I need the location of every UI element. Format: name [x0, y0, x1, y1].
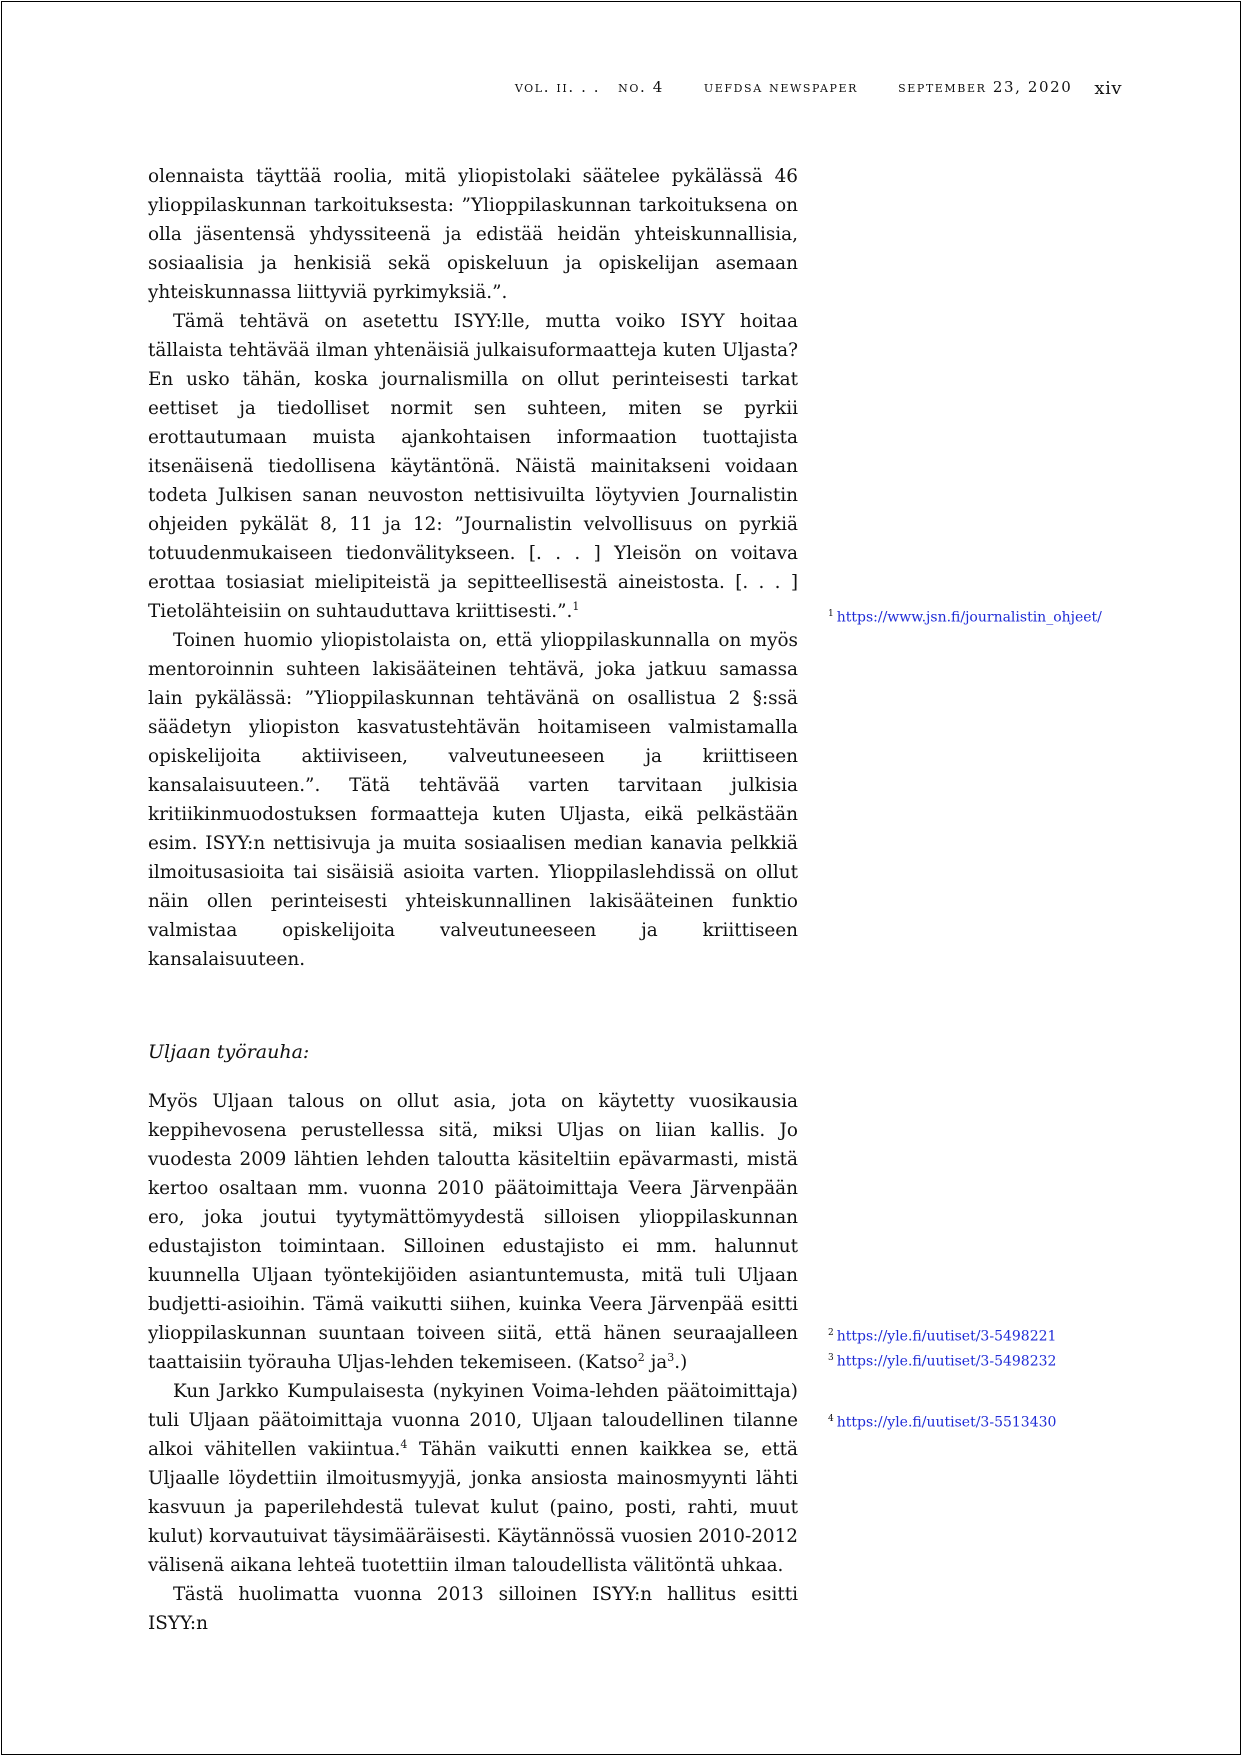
- margin-note: [828, 1410, 1056, 1432]
- paragraph-text: Tästä huolimatta vuonna 2013 silloinen ISYY:n hallitus esitti ISYY:n: [148, 1584, 798, 1634]
- margin-note-mark: 4: [828, 1414, 834, 1424]
- paragraph-text: Myös Uljaan talous on ollut asia, jota on käytetty vuosikausia keppihevosena perustellessa sitä, miksi Uljas on liian kallis. Jo vuodesta 2009 lähtien lehden taloutta käsiteltiin epävarmasti, mistä kertoo osaltaan mm. vuonna 2010 päätoimittaja Veera Järvenpään ero, joka joutui tyytymättömyydestä silloisen ylioppilaskunnan edustajiston toimintaan. Silloinen edustajisto ei mm. halunnut kuunnella Uljaan työntekijöiden asiantuntemusta, mitä tuli Uljaan budjetti-asioihin. Tämä vaikutti siihen, kuinka Veera Järvenpää esitti ylioppilaskunnan suuntaan toiveen siitä, että hänen seuraajalleen taattaisiin työrauha Uljas-lehden tekemiseen. (Katso: [148, 1091, 798, 1373]
- running-header: [515, 78, 1122, 99]
- paragraph-text: Tämä tehtävä on asetettu ISYY:lle, mutta voiko ISYY hoitaa tällaista tehtävää ilman yhtenäisiä julkaisuformaatteja kuten Uljasta? En usko tähän, koska journalismilla on ollut perinteisesti tarkat eettiset ja tiedolliset normit sen suhteen, miten se pyrkii erottautumaan muista ajankohtaisen informaation tuottajista itsenäisenä tiedollisena käytäntönä. Näistä mainitakseni voidaan todeta Julkisen sanan neuvoston nettisivuilta löytyvien Journalistin ohjeiden pykälät 8, 11 ja 12: ”Journalistin velvollisuus on pyrkiä totuudenmukaiseen tiedonvälitykseen. [. . . ] Yleisön on voitava erottaa tosiasiat mielipiteistä ja sepitteellisestä aineistosta. [. . . ] Tietolähteisiin on suhtauduttava kriittisesti.”.: [148, 311, 798, 622]
- margin-note-mark: 3: [828, 1353, 834, 1363]
- header-date: september 23, 2020: [898, 78, 1073, 96]
- article-body: [148, 162, 798, 1638]
- paragraph: [148, 162, 798, 307]
- paragraph: [148, 1580, 798, 1638]
- paragraph-text: Toinen huomio yliopistolaista on, että ylioppilaskunnalla on myös mentoroinnin suhteen lakisääteinen tehtävä, joka jatkuu samassa lain pykälässä: ”Ylioppilaskunnan tehtävänä on osallistua 2 §:ssä säädetyn yliopiston kasvatustehtävän hoitamiseen valmistamalla opiskelijoita aktiiviseen, valveutuneeseen ja kriittiseen kansalaisuuteen.”. Tätä tehtävää varten tarvitaan julkisia kritiikinmuodostuksen formaatteja kuten Uljasta, eikä pelkästään esim. ISYY:n nettisivuja ja muita sosiaalisen median kanavia pelkkiä ilmoitusasioita tai sisäisiä asioita varten. Ylioppilaslehdissä on ollut näin ollen perinteisesti yhteiskunnallinen lakisääteinen funktio valmistaa opiskelijoita valveutuneeseen ja kriittiseen kansalaisuuteen.: [148, 630, 798, 970]
- paragraph: [148, 1377, 798, 1580]
- paragraph-text: Kun Jarkko Kumpulaisesta (nykyinen Voima-lehden päätoimittaja) tuli Uljaan päätoimittaja vuonna 2010, Uljaan taloudellinen tilanne alkoi vähitellen vakiintua.: [148, 1381, 798, 1460]
- footnote-ref[interactable]: 1: [572, 599, 580, 613]
- footnote-link[interactable]: https://yle.fi/uutiset/3-5513430: [836, 1414, 1057, 1431]
- paragraph: [148, 1087, 798, 1377]
- header-number: no. 4: [618, 78, 664, 96]
- paragraph: [148, 307, 798, 626]
- footnote-link[interactable]: https://yle.fi/uutiset/3-5498232: [836, 1353, 1057, 1370]
- paragraph-text: .): [674, 1352, 688, 1373]
- section-heading: Uljaan työrauha:: [148, 1041, 310, 1063]
- paragraph-text: Tähän vaikutti ennen kaikkea se, että Uljaalle löydettiin ilmoitusmyyjä, jonka ansiosta mainosmyynti lähti kasvuun ja paperilehdestä tulevat kulut (paino, posti, rahti, muut kulut) korvautuivat täysimääräisesti. Käytännössä vuosien 2010-2012 välisenä aikana lehteä tuotettiin ilman taloudellista välitöntä uhkaa.: [148, 1439, 798, 1576]
- footnote-ref[interactable]: 4: [400, 1437, 408, 1451]
- footnote-link[interactable]: https://yle.fi/uutiset/3-5498221: [836, 1328, 1057, 1345]
- paragraph: [148, 626, 798, 974]
- footnote-link[interactable]: https://www.jsn.fi/journalistin_ohjeet/: [836, 609, 1102, 626]
- margin-note-mark: 2: [828, 1328, 834, 1338]
- footnote-ref[interactable]: 3: [667, 1350, 675, 1364]
- header-volume: vol. ii. . .: [514, 78, 601, 96]
- margin-note-mark: 1: [828, 609, 834, 619]
- header-page-number: xiv: [1094, 78, 1122, 99]
- margin-note: [828, 1324, 1056, 1346]
- footnote-ref[interactable]: 2: [637, 1350, 645, 1364]
- margin-note: [828, 605, 1102, 627]
- margin-note: [828, 1349, 1056, 1371]
- paragraph-text: olennaista täyttää roolia, mitä yliopistolaki säätelee pykälässä 46 ylioppilaskunnan tarkoituksesta: ”Ylioppilaskunnan tarkoituksena on olla jäsentensä yhdyssiteenä ja edistää heidän yhteiskunnallisia, sosiaalisia ja henkisiä sekä opiskeluun ja opiskelijan asemaan yhteiskunnassa liittyviä pyrkimyksiä.”.: [148, 166, 798, 303]
- paragraph-text: ja: [644, 1352, 668, 1373]
- header-publication: uefdsa newspaper: [703, 78, 859, 96]
